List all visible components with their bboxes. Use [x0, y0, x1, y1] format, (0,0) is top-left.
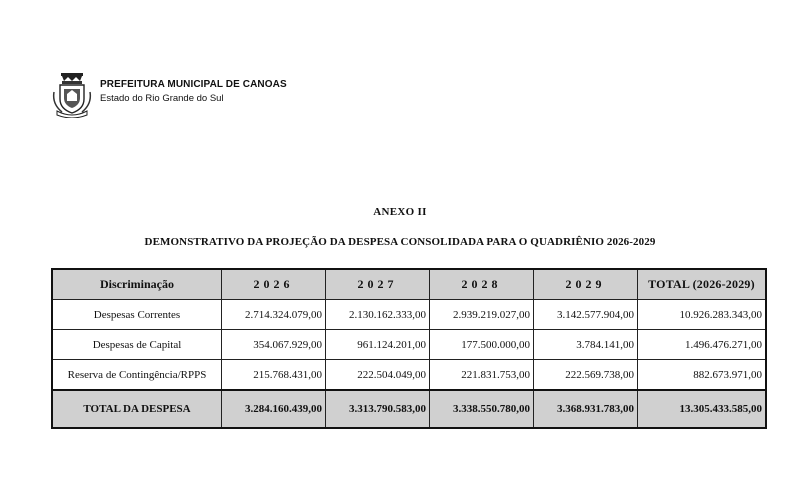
cell-value: 2.939.219.027,00	[430, 300, 534, 330]
organization-name: PREFEITURA MUNICIPAL DE CANOAS	[100, 79, 287, 90]
cell-value: 177.500.000,00	[430, 330, 534, 360]
document-title: DEMONSTRATIVO DA PROJEÇÃO DA DESPESA CONSOLIDADA PARA O QUADRIÊNIO 2026-2029	[144, 236, 656, 248]
cell-total: 10.926.283.343,00	[638, 300, 767, 330]
table-header-row	[52, 269, 766, 300]
cell-total: 1.496.476.271,00	[638, 330, 767, 360]
table-total-row	[52, 390, 766, 428]
total-value: 3.338.550.780,00	[430, 390, 534, 428]
cell-value: 221.831.753,00	[430, 360, 534, 391]
cell-value: 2.714.324.079,00	[222, 300, 326, 330]
cell-total: 882.673.971,00	[638, 360, 767, 391]
total-value: 3.313.790.583,00	[326, 390, 430, 428]
column-header-total: TOTAL (2026-2029)	[638, 269, 767, 300]
total-label: TOTAL DA DESPESA	[52, 390, 222, 428]
total-value: 3.368.931.783,00	[534, 390, 638, 428]
row-label: Reserva de Contingência/RPPS	[52, 360, 222, 391]
total-value: 3.284.160.439,00	[222, 390, 326, 428]
column-header-2028: 2028	[430, 269, 534, 300]
table-row	[52, 300, 766, 330]
grand-total-value: 13.305.433.585,00	[638, 390, 767, 428]
column-header-discriminacao: Discriminação	[52, 269, 222, 300]
expense-projection-table	[51, 268, 767, 429]
cell-value: 354.067.929,00	[222, 330, 326, 360]
column-header-2029: 2029	[534, 269, 638, 300]
cell-value: 2.130.162.333,00	[326, 300, 430, 330]
column-header-2027: 2027	[326, 269, 430, 300]
table-row	[52, 360, 766, 391]
coat-of-arms-icon	[52, 72, 92, 118]
organization-state: Estado do Rio Grande do Sul	[100, 93, 224, 104]
column-header-2026: 2026	[222, 269, 326, 300]
row-label: Despesas de Capital	[52, 330, 222, 360]
annex-heading: ANEXO II	[373, 206, 427, 218]
row-label: Despesas Correntes	[52, 300, 222, 330]
cell-value: 3.784.141,00	[534, 330, 638, 360]
table-row	[52, 330, 766, 360]
cell-value: 222.569.738,00	[534, 360, 638, 391]
cell-value: 222.504.049,00	[326, 360, 430, 391]
cell-value: 961.124.201,00	[326, 330, 430, 360]
cell-value: 3.142.577.904,00	[534, 300, 638, 330]
cell-value: 215.768.431,00	[222, 360, 326, 391]
